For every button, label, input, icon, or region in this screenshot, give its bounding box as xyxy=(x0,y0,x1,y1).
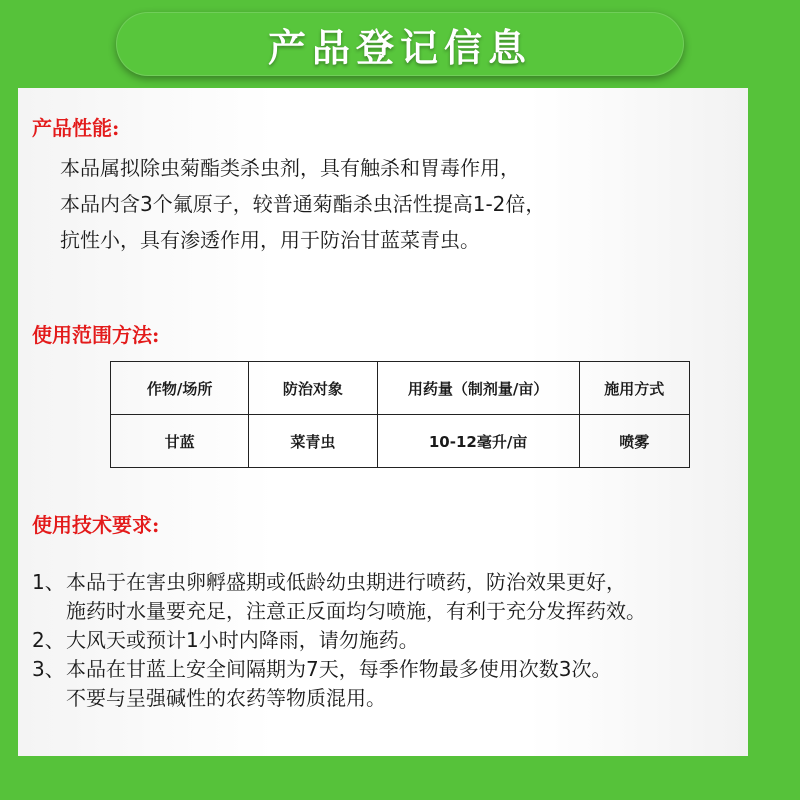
performance-text xyxy=(60,150,545,258)
performance-line: 抗性小，具有渗透作用，用于防治甘蓝菜青虫。 xyxy=(60,228,480,252)
performance-line: 本品属拟除虫菊酯类杀虫剂，具有触杀和胃毒作用， xyxy=(60,156,520,180)
requirements-list xyxy=(32,568,646,713)
title-banner xyxy=(116,12,684,76)
list-item xyxy=(32,684,646,713)
list-item xyxy=(32,655,646,684)
content-panel xyxy=(18,88,748,756)
item-number: 2、 xyxy=(32,628,65,652)
table-header-row xyxy=(111,362,690,415)
list-item xyxy=(32,597,646,626)
title-bar xyxy=(0,0,800,88)
table-header-cell: 施用方式 xyxy=(579,362,689,415)
item-text: 本品在甘蓝上安全间隔期为7天，每季作物最多使用次数3次。 xyxy=(66,657,612,681)
item-text: 施药时水量要充足，注意正反面均匀喷施，有利于充分发挥药效。 xyxy=(66,599,646,623)
table-cell: 喷雾 xyxy=(579,415,689,468)
table-header-cell: 用药量（制剂量/亩） xyxy=(377,362,579,415)
item-text: 不要与呈强碱性的农药等物质混用。 xyxy=(66,686,386,710)
table-row xyxy=(111,415,690,468)
performance-line: 本品内含3个氟原子，较普通菊酯杀虫活性提高1-2倍， xyxy=(60,192,546,216)
usage-table xyxy=(110,361,690,468)
page-title: 产品登记信息 xyxy=(267,24,532,70)
item-text: 本品于在害虫卵孵盛期或低龄幼虫期进行喷药，防治效果更好， xyxy=(66,570,626,594)
item-text: 大风天或预计1小时内降雨，请勿施药。 xyxy=(66,628,419,652)
table-cell: 菜青虫 xyxy=(249,415,377,468)
usage-heading: 使用范围方法: xyxy=(32,323,160,347)
table-cell: 10-12毫升/亩 xyxy=(377,415,579,468)
table-cell: 甘蓝 xyxy=(111,415,249,468)
list-item xyxy=(32,568,646,597)
item-number: 3、 xyxy=(32,657,65,681)
table-header-cell: 防治对象 xyxy=(249,362,377,415)
list-item xyxy=(32,626,646,655)
requirements-heading: 使用技术要求: xyxy=(32,513,160,537)
item-number: 1、 xyxy=(32,570,65,594)
performance-heading: 产品性能: xyxy=(32,116,120,140)
table-header-cell: 作物/场所 xyxy=(111,362,249,415)
